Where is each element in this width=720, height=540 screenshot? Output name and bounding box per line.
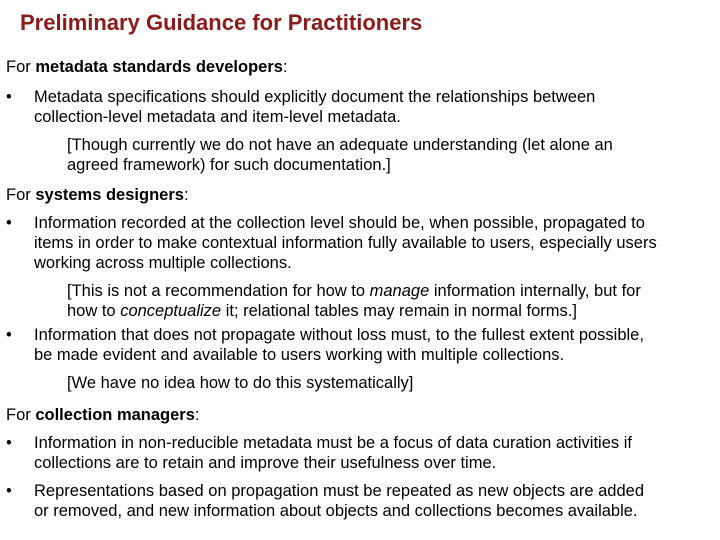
note-text (67, 301, 577, 321)
heading-prefix: For (6, 186, 36, 204)
note-segment: information internally, but for (429, 282, 641, 300)
heading-group: metadata standards developers (35, 58, 283, 76)
note-text (67, 281, 641, 301)
heading-prefix: For (6, 58, 36, 76)
bullet-text: Information in non-reducible metadata must be a focus of data curation activities if (34, 434, 632, 452)
heading-group: collection managers (35, 406, 195, 424)
note-emphasis: conceptualize (120, 302, 222, 320)
section-heading-standards-developers (6, 57, 288, 77)
bullet-text: collections are to retain and improve their usefulness over time. (34, 454, 497, 472)
note-text: [We have no idea how to do this systematically] (67, 374, 414, 392)
heading-group: systems designers (35, 186, 184, 204)
section-heading-systems-designers (6, 185, 189, 205)
heading-suffix: : (282, 58, 288, 76)
note-emphasis: manage (369, 282, 430, 300)
bullet-marker: • (6, 88, 12, 106)
bullet-text: collection-level metadata and item-level metadata. (34, 108, 401, 126)
bullet-text: be made evident and available to users working with multiple collections. (34, 346, 565, 364)
bullet-marker: • (6, 482, 12, 500)
note-segment: [This is not a recommendation for how to (67, 282, 370, 300)
note-text: [Though currently we do not have an adequate understanding (let alone an (67, 136, 613, 154)
heading-prefix: For (6, 406, 36, 424)
heading-suffix: : (183, 186, 189, 204)
bullet-text: items in order to make contextual information fully available to users, especially users (34, 234, 657, 252)
note-segment: how to (67, 302, 121, 320)
bullet-marker: • (6, 214, 12, 232)
bullet-text: Metadata specifications should explicitly document the relationships between (34, 88, 596, 106)
note-text: agreed framework) for such documentation.] (67, 156, 391, 174)
slide-title: Preliminary Guidance for Practitioners (20, 10, 423, 35)
bullet-text: Information recorded at the collection level should be, when possible, propagated to (34, 214, 645, 232)
bullet-text: Representations based on propagation must be repeated as new objects are added (34, 482, 645, 500)
bullet-marker: • (6, 434, 12, 452)
heading-suffix: : (194, 406, 200, 424)
bullet-text: working across multiple collections. (34, 254, 292, 272)
section-heading-collection-managers (6, 405, 200, 425)
bullet-marker: • (6, 326, 12, 344)
note-segment: it; relational tables may remain in normal forms.] (221, 302, 577, 320)
bullet-text: or removed, and new information about objects and collections becomes available. (34, 502, 638, 520)
bullet-text: Information that does not propagate without loss must, to the fullest extent possible, (34, 326, 644, 344)
